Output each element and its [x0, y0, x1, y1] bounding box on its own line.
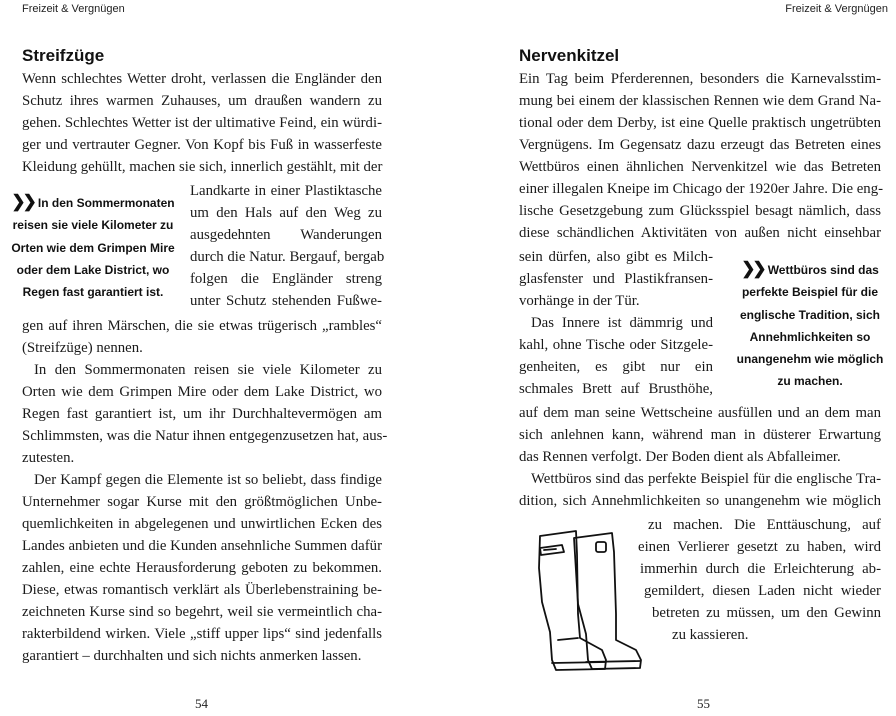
double-chevron-icon: ❯❯	[11, 192, 34, 211]
text-line: Vergnügens. Im Gegensatz dazu erzeugt das Betreten eines	[519, 137, 881, 153]
text-line: Wettbüros einen ähnlichen Nervenkitzel wie das Betreten	[519, 159, 881, 175]
text-line: tional oder dem Derby, ist eine Quelle praktisch ungetrübten	[519, 115, 881, 131]
text-line: Landes anbieten und die Kunden ansehnliche Summen dafür	[22, 538, 382, 554]
page-number-right: 55	[697, 696, 710, 711]
text-line: schmales Brett auf Brusthöhe,	[519, 381, 713, 397]
text-line: lische Gesetzgebung zum Glücksspiel besagt nämlich, dass	[519, 203, 881, 219]
text-line: Kleidung gehüllt, machen sie sich, innerlich gestählt, mit der	[22, 159, 383, 175]
page-title-left: Streifzüge	[22, 46, 105, 65]
text-line: ausgedehnten Wanderungen	[190, 227, 382, 243]
text-line: durch die Natur. Bergauf, bergab	[190, 249, 385, 265]
text-line: Ein Tag beim Pferderennen, besonders die Karnevalsstim-	[519, 71, 881, 87]
text-line: ger und vertrauter Gegner. Von Kopf bis Fuß in wasserfeste	[22, 137, 382, 153]
pullquote-right: ❯❯ Wettbüros sind das perfekte Beispiel für die englische Tradition, sich Annehmlichkeiten so unangenehm wie möglich zu machen.	[736, 259, 884, 389]
text-line: sein dürfen, also gibt es Milch-	[519, 249, 713, 265]
text-line: Landkarte in einer Plastiktasche	[190, 183, 382, 199]
text-line: gemildert, diesen Laden nicht wieder	[644, 583, 881, 599]
text-line: um den Hals auf den Weg zu	[190, 205, 382, 221]
page-number-left: 54	[195, 696, 208, 711]
text-line: auf dem man seine Wettscheine ausfüllen und an dem man	[519, 405, 881, 421]
running-head-right: Freizeit & Vergnügen	[785, 3, 888, 15]
text-line: quemlichkeiten in abgelegenen und unwirtlichen Ecken des	[22, 516, 382, 532]
text-line: mung bei einem der klassischen Rennen wie dem Grand Na-	[519, 93, 881, 109]
text-line: immerhin durch die Erleichterung ab-	[640, 561, 881, 577]
text-line: genheiten, es gibt nur ein	[519, 359, 713, 375]
text-line: Wettbüros sind das perfekte Beispiel für die englische Tra-	[531, 471, 881, 487]
text-line: Das Innere ist dämmrig und	[531, 315, 713, 331]
text-line: glasfenster und Plastikfransen-	[519, 271, 713, 287]
text-line: Schlimmsten, was die Natur ihnen entgegenzusetzen hat, aus-	[22, 428, 388, 444]
rubber-boots-illustration	[528, 522, 646, 674]
text-line: zu kassieren.	[672, 627, 749, 643]
text-line: zahlen, eine echte Herausforderung geboten zu bekommen.	[22, 560, 382, 576]
page-title-right: Nervenkitzel	[519, 46, 620, 65]
text-line: zu machen. Die Enttäuschung, auf	[648, 517, 881, 533]
text-line: zutesten.	[22, 450, 75, 466]
text-line: gen auf ihren Märschen, die sie etwas trügerisch „rambles“	[22, 318, 382, 334]
text-line: das Rennen verfolgt. Der Boden dient als Abfalleimer.	[519, 449, 841, 465]
text-line: garantiert – durchhalten und sich nichts anmerken lassen.	[22, 648, 362, 664]
pullquote-left: ❯❯ In den Sommermonaten reisen sie viele Kilometer zu Orten wie dem Grimpen Mire oder dem Lake District, wo Regen fast garantiert ist.	[11, 192, 175, 300]
text-line: Regen fast garantiert ist, um ihr Durchhaltevermögen am	[22, 406, 382, 422]
text-line: Orten wie dem Grimpen Mire oder dem Lake District, wo	[22, 384, 382, 400]
text-line: Unternehmer sogar Kurse mit den größtmöglichen Unbe-	[22, 494, 382, 510]
text-line: betreten zu müssen, um den Gewinn	[652, 605, 881, 621]
text-line: dition, sich Annehmlichkeiten so unangenehm wie möglich	[519, 493, 881, 509]
text-line: Wenn schlechtes Wetter droht, verlassen die Engländer den	[22, 71, 382, 87]
text-line: einer illegalen Kneipe im Chicago der 1920er Jahre. Die eng-	[519, 181, 884, 197]
text-line: Schutz ihres warmen Zuhauses, um draußen wandern zu	[22, 93, 382, 109]
text-line: Der Kampf gegen die Elemente ist so beliebt, dass findige	[34, 472, 382, 488]
double-chevron-icon: ❯❯	[741, 259, 764, 278]
text-line: In den Sommermonaten reisen sie viele Kilometer zu	[34, 362, 382, 378]
text-line: folgen die Engländer streng	[190, 271, 382, 287]
text-line: einen Verlierer gesetzt zu haben, wird	[638, 539, 881, 555]
running-head-left: Freizeit & Vergnügen	[22, 3, 125, 15]
text-line: (Streifzüge) nennen.	[22, 340, 143, 356]
text-line: diese schändlichen Aktivitäten von außen nicht einsehbar	[519, 225, 881, 241]
text-line: Diese, etwas romantisch verklärt als Überlebenstraining be-	[22, 582, 382, 598]
text-line: kahl, ohne Tische oder Sitzgele-	[519, 337, 713, 353]
text-line: sich anlehnen kann, während man in düsterer Erwartung	[519, 427, 881, 443]
text-line: gehen. Schlechtes Wetter ist der ultimative Feind, ein würdi-	[22, 115, 382, 131]
text-line: rakterbildend wirken. Viele „stiff upper lips“ sind jedenfalls	[22, 626, 382, 642]
text-line: vorhänge in der Tür.	[519, 293, 640, 309]
text-line: zeichneten Kurse sind so begehrt, weil sie vermeintlich cha-	[22, 604, 382, 620]
text-line: unter Schutz stehenden Fußwe-	[190, 293, 382, 309]
